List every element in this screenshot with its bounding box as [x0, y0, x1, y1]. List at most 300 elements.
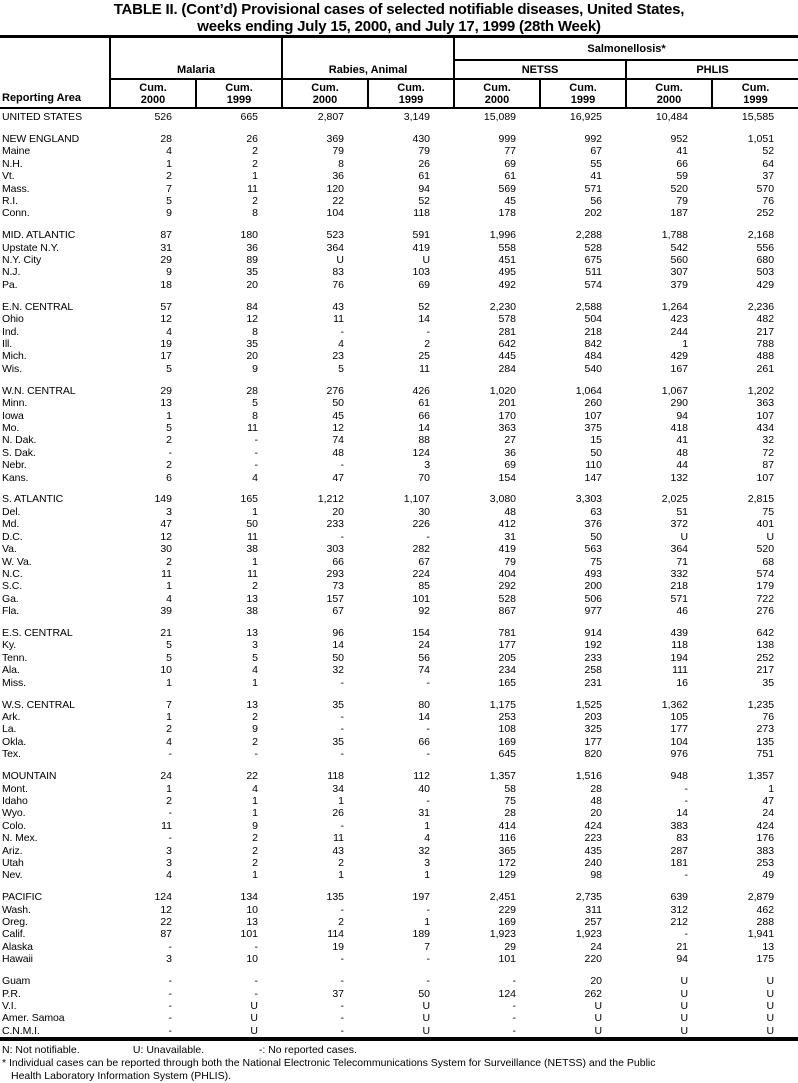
value-cell: -	[684, 869, 689, 882]
reporting-area-cell: V.I.	[2, 1000, 17, 1012]
value-cell: 79	[504, 555, 517, 568]
value-cell: 14	[676, 807, 689, 820]
value-cell: 132	[670, 471, 689, 484]
value-cell: 5	[166, 421, 172, 434]
value-cell: 4	[166, 735, 172, 748]
reporting-area-cell: Wyo.	[2, 807, 26, 820]
value-cell: 44	[676, 459, 689, 472]
table-row	[0, 301, 798, 313]
value-cell: 284	[498, 362, 517, 375]
value-cell: 45	[332, 409, 345, 422]
value-cell: 558	[498, 241, 517, 254]
value-cell: 61	[418, 170, 431, 183]
value-cell: 325	[584, 723, 603, 736]
reporting-area-cell: D.C.	[2, 530, 23, 543]
value-cell: -	[168, 807, 172, 820]
value-cell: 363	[498, 421, 517, 434]
value-cell: 72	[762, 446, 775, 459]
value-cell: 21	[160, 627, 172, 640]
reporting-area-cell: N. Mex.	[2, 832, 38, 845]
table-row	[0, 506, 798, 518]
value-cell: 13	[762, 940, 775, 953]
value-cell: 135	[326, 891, 345, 904]
section-gap	[0, 484, 798, 494]
value-cell: 639	[670, 891, 689, 904]
value-cell: 201	[498, 397, 517, 410]
table-row	[0, 518, 798, 530]
reporting-area-cell: Mich.	[2, 350, 27, 363]
value-cell: 29	[160, 254, 172, 267]
value-cell: 48	[676, 446, 689, 459]
value-cell: 13	[160, 397, 172, 410]
value-cell: 2	[252, 735, 259, 748]
reporting-area-cell: Ga.	[2, 592, 19, 605]
value-cell: 176	[756, 832, 775, 845]
value-cell: 292	[498, 580, 517, 593]
value-cell: 3	[166, 844, 172, 857]
value-cell: 495	[498, 266, 517, 279]
value-cell: 2	[252, 844, 259, 857]
value-cell: 50	[332, 651, 345, 664]
value-cell: -	[168, 975, 172, 988]
reporting-area-cell: W.S. CENTRAL	[2, 698, 75, 711]
value-cell: -	[426, 748, 431, 761]
table-row	[0, 1012, 798, 1024]
value-cell: 101	[498, 953, 517, 966]
value-cell: 451	[498, 254, 517, 267]
table-row	[0, 975, 798, 987]
table-row	[0, 639, 798, 651]
reporting-area-cell: Minn.	[2, 397, 28, 410]
table-row	[0, 556, 798, 568]
value-cell: 1,525	[575, 698, 603, 711]
value-cell: 563	[584, 543, 603, 556]
reporting-area-cell: S.C.	[2, 580, 23, 593]
value-cell: 20	[590, 975, 603, 988]
value-cell: 35	[332, 698, 345, 711]
table-row	[0, 108, 798, 123]
value-cell: 1	[166, 782, 172, 795]
table-row	[0, 832, 798, 844]
value-cell: 492	[498, 278, 517, 291]
value-cell: 16	[676, 676, 689, 689]
value-cell: 2,025	[661, 493, 689, 506]
value-cell: 66	[332, 555, 345, 568]
value-cell: 3	[424, 459, 431, 472]
value-cell: 2	[252, 194, 259, 207]
table-row	[0, 493, 798, 505]
table-row	[0, 133, 798, 145]
value-cell: 2,879	[747, 891, 775, 904]
table-row	[0, 783, 798, 795]
value-cell: 41	[590, 170, 603, 183]
value-cell: 288	[756, 916, 775, 929]
value-cell: 680	[756, 254, 775, 267]
value-cell: 439	[670, 627, 689, 640]
value-cell: 462	[756, 903, 775, 916]
value-cell: U	[250, 1024, 259, 1037]
value-cell: 571	[670, 592, 689, 605]
value-cell: 12	[160, 903, 172, 916]
value-cell: -	[340, 530, 345, 543]
value-cell: 6	[166, 471, 172, 484]
value-cell: 112	[413, 770, 431, 783]
reporting-area-cell: Ark.	[2, 710, 21, 723]
value-cell: 108	[498, 723, 517, 736]
value-cell: 69	[418, 278, 431, 291]
table-row	[0, 422, 798, 434]
value-cell: 556	[756, 241, 775, 254]
value-cell: -	[512, 1000, 517, 1012]
table-row	[0, 748, 798, 760]
value-cell: 4	[338, 338, 345, 350]
reporting-area-cell: Ill.	[2, 338, 13, 350]
table-row	[0, 1000, 798, 1012]
value-cell: 7	[424, 940, 431, 953]
value-cell: U	[594, 1024, 603, 1037]
value-cell: 165	[498, 676, 517, 689]
value-cell: 104	[326, 207, 345, 220]
table-title-line1: TABLE II. (Cont’d) Provisional cases of selected notifiable diseases, United States,	[113, 1, 685, 18]
section-gap	[0, 291, 798, 301]
section-gap	[0, 689, 798, 699]
value-cell: 2,815	[747, 493, 775, 506]
value-cell: 23	[332, 350, 345, 363]
value-cell: 8	[252, 207, 259, 220]
value-cell: 3	[424, 856, 431, 869]
value-cell: 88	[418, 434, 431, 447]
value-cell: 4	[166, 869, 172, 882]
value-cell: 26	[332, 807, 345, 820]
value-cell: 85	[418, 580, 431, 593]
table-row	[0, 627, 798, 639]
table-row	[0, 845, 798, 857]
value-cell: 665	[240, 111, 259, 123]
value-cell: 2	[252, 580, 259, 593]
value-cell: 1,064	[575, 384, 603, 397]
value-cell: 1	[166, 157, 172, 170]
value-cell: 30	[160, 543, 172, 556]
value-cell: 134	[240, 891, 259, 904]
reporting-area-cell: Utah	[2, 856, 24, 869]
value-cell: 76	[762, 194, 775, 207]
value-cell: 83	[332, 266, 345, 279]
value-cell: 9	[252, 362, 259, 375]
value-cell: 311	[585, 903, 603, 916]
value-cell: 675	[584, 254, 603, 267]
value-cell: 445	[498, 350, 517, 363]
value-cell: 1,264	[661, 300, 689, 313]
value-cell: 167	[670, 362, 689, 375]
reporting-area-cell: UNITED STATES	[2, 111, 82, 123]
table-row	[0, 891, 798, 903]
value-cell: 1	[166, 710, 172, 723]
value-cell: 273	[756, 723, 775, 736]
value-cell: 2	[252, 157, 259, 170]
value-cell: 10	[246, 903, 259, 916]
value-cell: 45	[504, 194, 517, 207]
value-cell: -	[254, 434, 259, 447]
value-cell: 98	[590, 869, 603, 882]
value-cell: 224	[412, 567, 431, 580]
value-cell: 234	[498, 664, 517, 677]
reporting-area-cell: Upstate N.Y.	[2, 241, 59, 254]
value-cell: 257	[584, 916, 603, 929]
value-cell: U	[766, 987, 775, 1000]
value-cell: 1,362	[661, 698, 689, 711]
value-cell: 952	[670, 132, 689, 145]
value-cell: 383	[756, 844, 775, 857]
value-cell: 2	[424, 338, 431, 350]
value-cell: 129	[498, 869, 517, 882]
value-cell: 51	[676, 505, 689, 518]
reporting-area-cell: Kans.	[2, 471, 29, 484]
value-cell: 4	[252, 664, 259, 677]
value-cell: 46	[676, 605, 689, 618]
value-cell: 999	[498, 132, 517, 145]
value-cell: 842	[584, 338, 603, 350]
value-cell: 205	[498, 651, 517, 664]
value-cell: 253	[498, 710, 517, 723]
value-cell: 4	[166, 592, 172, 605]
value-cell: 10	[160, 664, 172, 677]
value-cell: 223	[584, 832, 603, 845]
table-row	[0, 363, 798, 375]
value-cell: 722	[756, 592, 775, 605]
value-cell: 488	[756, 350, 775, 363]
reporting-area-cell: Colo.	[2, 819, 27, 832]
value-cell: 11	[247, 530, 259, 543]
value-cell: -	[512, 975, 517, 988]
reporting-area-cell: Guam	[2, 975, 31, 988]
value-cell: U	[422, 1012, 431, 1025]
value-cell: U	[766, 975, 775, 988]
value-cell: 177	[498, 639, 517, 652]
value-cell: 4	[252, 782, 259, 795]
notifiable-diseases-table	[0, 35, 798, 1041]
value-cell: U	[680, 1000, 689, 1012]
value-cell: 504	[584, 313, 603, 326]
value-cell: 574	[584, 278, 603, 291]
value-cell: 233	[326, 518, 345, 531]
reporting-area-cell: Idaho	[2, 794, 28, 807]
value-cell: -	[340, 903, 345, 916]
value-cell: 1,516	[575, 770, 603, 783]
value-cell: 26	[418, 157, 431, 170]
value-cell: 423	[670, 313, 689, 326]
value-cell: 2	[252, 145, 259, 158]
value-cell: 2,230	[489, 300, 517, 313]
reporting-area-cell: Tenn.	[2, 651, 28, 664]
value-cell: 528	[584, 241, 603, 254]
value-cell: 32	[418, 844, 431, 857]
value-cell: 11	[161, 819, 172, 832]
value-cell: 26	[246, 132, 259, 145]
value-cell: 50	[590, 446, 603, 459]
table-row	[0, 711, 798, 723]
value-cell: 1,051	[747, 132, 775, 145]
value-cell: 31	[418, 807, 431, 820]
value-cell: 84	[246, 300, 259, 313]
value-cell: 66	[418, 735, 431, 748]
table-row	[0, 723, 798, 735]
value-cell: 645	[498, 748, 517, 761]
value-cell: U	[336, 254, 345, 267]
value-cell: 560	[670, 254, 689, 267]
value-cell: 32	[332, 664, 345, 677]
value-cell: -	[426, 953, 431, 966]
reporting-area-cell: N.Y. City	[2, 254, 42, 267]
value-cell: 430	[412, 132, 431, 145]
reporting-area-cell: Miss.	[2, 676, 26, 689]
value-cell: 5	[166, 651, 172, 664]
value-cell: 39	[160, 605, 172, 618]
col-header-netss-1999: Cum. 1999	[540, 79, 626, 108]
table-row	[0, 434, 798, 446]
value-cell: 80	[418, 698, 431, 711]
value-cell: 1	[252, 807, 259, 820]
value-cell: 290	[670, 397, 689, 410]
table-row	[0, 410, 798, 422]
value-cell: -	[340, 1024, 345, 1037]
value-cell: 50	[418, 987, 431, 1000]
value-cell: 571	[584, 182, 603, 195]
value-cell: 252	[756, 207, 775, 220]
value-cell: 37	[762, 170, 775, 183]
legend-not-notifiable: N: Not notifiable.	[2, 1044, 80, 1057]
value-cell: -	[340, 325, 345, 338]
table-row	[0, 447, 798, 459]
value-cell: 73	[332, 580, 345, 593]
value-cell: 2	[338, 856, 345, 869]
value-cell: -	[340, 723, 345, 736]
value-cell: 523	[326, 229, 345, 242]
value-cell: 244	[670, 325, 689, 338]
value-cell: -	[426, 723, 431, 736]
value-cell: -	[254, 446, 259, 459]
value-cell: -	[168, 987, 172, 1000]
value-cell: 287	[670, 844, 689, 857]
value-cell: -	[426, 794, 431, 807]
table-row	[0, 338, 798, 350]
value-cell: 11	[333, 313, 345, 326]
value-cell: -	[168, 1000, 172, 1012]
value-cell: 1,923	[489, 928, 517, 941]
value-cell: 67	[332, 605, 345, 618]
value-cell: -	[254, 459, 259, 472]
legend-unavailable: U: Unavailable.	[132, 1044, 205, 1057]
value-cell: 2	[166, 459, 172, 472]
value-cell: 181	[670, 856, 689, 869]
section-gap	[0, 761, 798, 771]
value-cell: 569	[498, 182, 517, 195]
value-cell: 32	[762, 434, 775, 447]
value-cell: 365	[498, 844, 517, 857]
reporting-area-cell: R.I.	[2, 194, 18, 207]
value-cell: 3,149	[403, 111, 431, 123]
value-cell: 642	[756, 627, 775, 640]
section-gap	[0, 882, 798, 892]
value-cell: U	[766, 1024, 775, 1037]
value-cell: 48	[590, 794, 603, 807]
table-row	[0, 664, 798, 676]
value-cell: 1	[252, 555, 259, 568]
value-cell: 79	[332, 145, 345, 158]
value-cell: 233	[584, 651, 603, 664]
value-cell: 1,067	[661, 384, 689, 397]
value-cell: 124	[498, 987, 517, 1000]
value-cell: 212	[670, 916, 689, 929]
value-cell: 2	[166, 434, 172, 447]
value-cell: 526	[154, 111, 172, 123]
reporting-area-cell: E.S. CENTRAL	[2, 627, 73, 640]
value-cell: 66	[676, 157, 689, 170]
reporting-area-cell: Okla.	[2, 735, 27, 748]
value-cell: 1	[424, 916, 431, 929]
value-cell: 96	[332, 627, 345, 640]
value-cell: 28	[590, 782, 603, 795]
value-cell: 24	[160, 770, 172, 783]
value-cell: -	[254, 987, 259, 1000]
value-cell: 13	[246, 916, 259, 929]
value-cell: 75	[504, 794, 517, 807]
value-cell: 67	[418, 555, 431, 568]
value-cell: 48	[332, 446, 345, 459]
value-cell: 435	[584, 844, 603, 857]
value-cell: 175	[756, 953, 775, 966]
value-cell: 107	[756, 471, 775, 484]
value-cell: 187	[670, 207, 689, 220]
reporting-area-cell: Alaska	[2, 940, 33, 953]
value-cell: 253	[756, 856, 775, 869]
value-cell: 8	[338, 157, 345, 170]
reporting-area-cell: P.R.	[2, 987, 21, 1000]
value-cell: 24	[762, 807, 775, 820]
table-row	[0, 158, 798, 170]
table-row	[0, 699, 798, 711]
reporting-area-cell: Del.	[2, 505, 21, 518]
value-cell: 38	[246, 543, 259, 556]
value-cell: 154	[412, 627, 431, 640]
table-row	[0, 313, 798, 325]
reporting-area-cell: Conn.	[2, 207, 30, 220]
value-cell: 107	[584, 409, 603, 422]
value-cell: 506	[584, 592, 603, 605]
value-cell: 169	[498, 916, 517, 929]
table-row	[0, 770, 798, 782]
reporting-area-cell: Amer. Samoa	[2, 1012, 65, 1025]
reporting-area-cell: S. Dak.	[2, 446, 36, 459]
value-cell: 9	[252, 819, 259, 832]
value-cell: 419	[412, 241, 431, 254]
value-cell: 170	[498, 409, 517, 422]
value-cell: 276	[326, 384, 345, 397]
value-cell: -	[340, 676, 345, 689]
table-row	[0, 736, 798, 748]
rabies-group-header: Rabies, Animal	[282, 37, 454, 80]
malaria-group-header: Malaria	[110, 37, 282, 80]
value-cell: 35	[246, 338, 259, 350]
value-cell: -	[340, 1000, 345, 1012]
value-cell: -	[512, 1024, 517, 1037]
value-cell: 540	[584, 362, 603, 375]
value-cell: 574	[756, 567, 775, 580]
reporting-area-cell: La.	[2, 723, 17, 736]
value-cell: U	[422, 254, 431, 267]
value-cell: 2,288	[575, 229, 603, 242]
value-cell: 231	[584, 676, 603, 689]
value-cell: 5	[252, 651, 259, 664]
